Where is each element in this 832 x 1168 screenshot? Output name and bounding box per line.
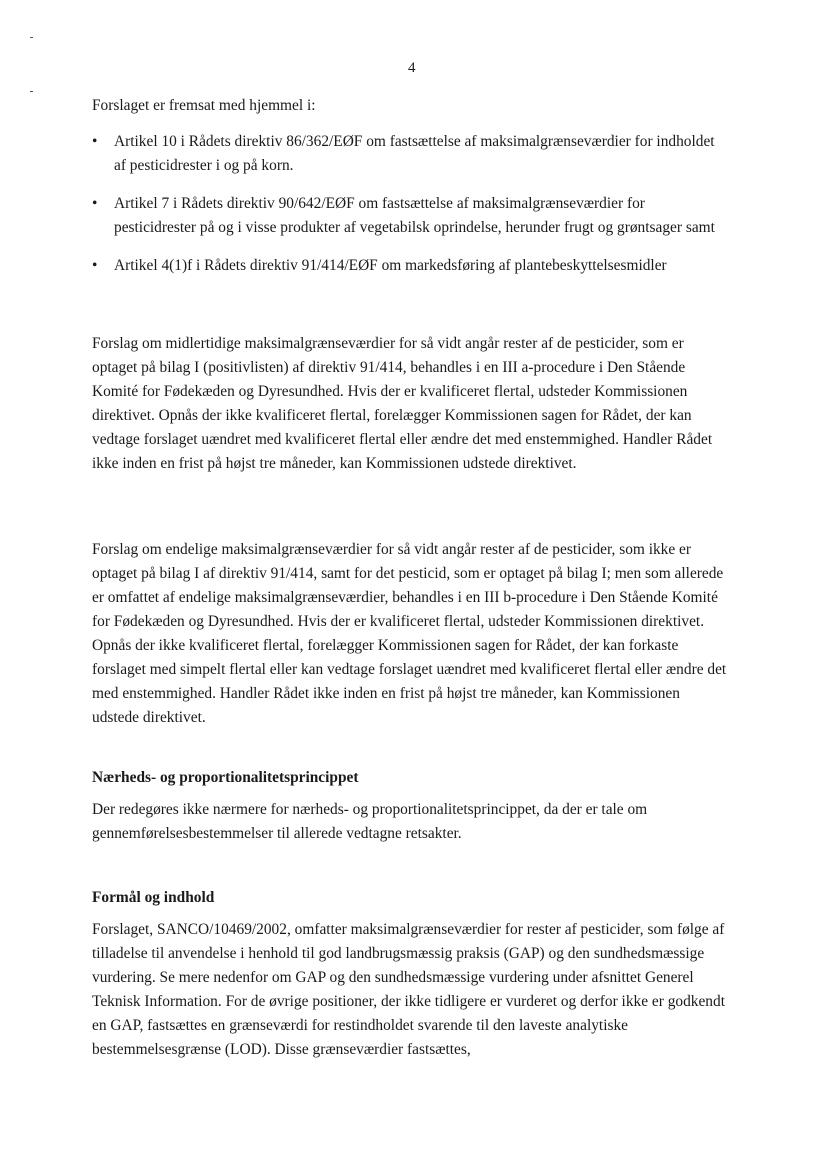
bullet-icon: • xyxy=(92,195,98,212)
scan-mark xyxy=(30,91,33,92)
list-item-text: Artikel 7 i Rådets direktiv 90/642/EØF om fastsættelse af maksimalgrænseværdier for pesticidrester på og i visse produkter af vegetabilsk oprindelse, herunder frugt og grøntsager samt xyxy=(114,195,715,236)
legal-basis-intro: Forslaget er fremsat med hjemmel i: xyxy=(92,97,316,114)
list-item xyxy=(92,254,728,278)
paragraph-interim-limits: Forslag om midlertidige maksimalgrænseværdier for så vidt angår rester af de pesticider, som er optaget på bilag I (positivlisten) af direktiv 91/414, behandles i en III a-procedure i Den Stående Komité for Fødekæden og Dyresundhed. Hvis der er kvalificeret flertal, udsteder Kommissionen direktivet. Opnås der ikke kvalificeret flertal, forelægger Kommissionen sagen for Rådet, der kan vedtage forslaget uændret med kvalificeret flertal eller ændre det med enstemmighed. Handler Rådet ikke inden en frist på højst tre måneder, kan Kommissionen udstede direktivet. xyxy=(92,335,713,472)
paragraph-subsidiarity: Der redegøres ikke nærmere for nærheds- og proportionalitetsprincippet, da der er tale om gennemførelsesbestemmelser til allerede vedtagne retsakter. xyxy=(92,801,648,842)
list-item-text: Artikel 10 i Rådets direktiv 86/362/EØF om fastsættelse af maksimalgrænseværdier for indholdet af pesticidrester i og på korn. xyxy=(114,133,715,174)
list-item-text: Artikel 4(1)f i Rådets direktiv 91/414/EØF om markedsføring af plantebeskyttelsesmidler xyxy=(114,257,667,274)
legal-basis-list xyxy=(92,130,728,292)
section-heading-purpose: Formål og indhold xyxy=(92,889,215,906)
page-number: 4 xyxy=(408,60,416,76)
paragraph-purpose: Forslaget, SANCO/10469/2002, omfatter maksimalgrænseværdier for rester af pesticider, som følge af tilladelse til anvendelse i henhold til god landbrugsmæssig praksis (GAP) og den sundhedsmæssige vurdering. Se mere nedenfor om GAP og den sundhedsmæssige vurdering under afsnittet Generel Teknisk Information. For de øvrige positioner, der ikke tidligere er vurderet og derfor ikke er godkendt en GAP, fastsættes en grænseværdi for restindholdet svarende til den laveste analytiske bestemmelsesgrænse (LOD). Disse grænseværdier fastsættes, xyxy=(92,921,725,1058)
bullet-icon: • xyxy=(92,133,98,150)
scan-mark xyxy=(30,37,33,38)
section-heading-subsidiarity: Nærheds- og proportionalitetsprincippet xyxy=(92,769,359,786)
paragraph-final-limits: Forslag om endelige maksimalgrænseværdier for så vidt angår rester af de pesticider, som ikke er optaget på bilag I af direktiv 91/414, samt for det pesticid, som er optaget på bilag I; men som allerede er omfattet af endelige maksimalgrænseværdier, behandles i en III b-procedure i Den Stående Komité for Fødekæden og Dyresundhed. Hvis der er kvalificeret flertal, udsteder Kommissionen direktivet. Opnås der ikke kvalificeret flertal, forelægger Kommissionen sagen for Rådet, der kan forkaste forslaget med simpelt flertal eller kan vedtage forslaget uændret med kvalificeret flertal eller ændre det med enstemmighed. Handler Rådet ikke inden en frist på højst tre måneder, kan Kommissionen udstede direktivet. xyxy=(92,541,727,726)
bullet-icon: • xyxy=(92,257,98,274)
list-item xyxy=(92,130,728,178)
list-item xyxy=(92,192,728,240)
